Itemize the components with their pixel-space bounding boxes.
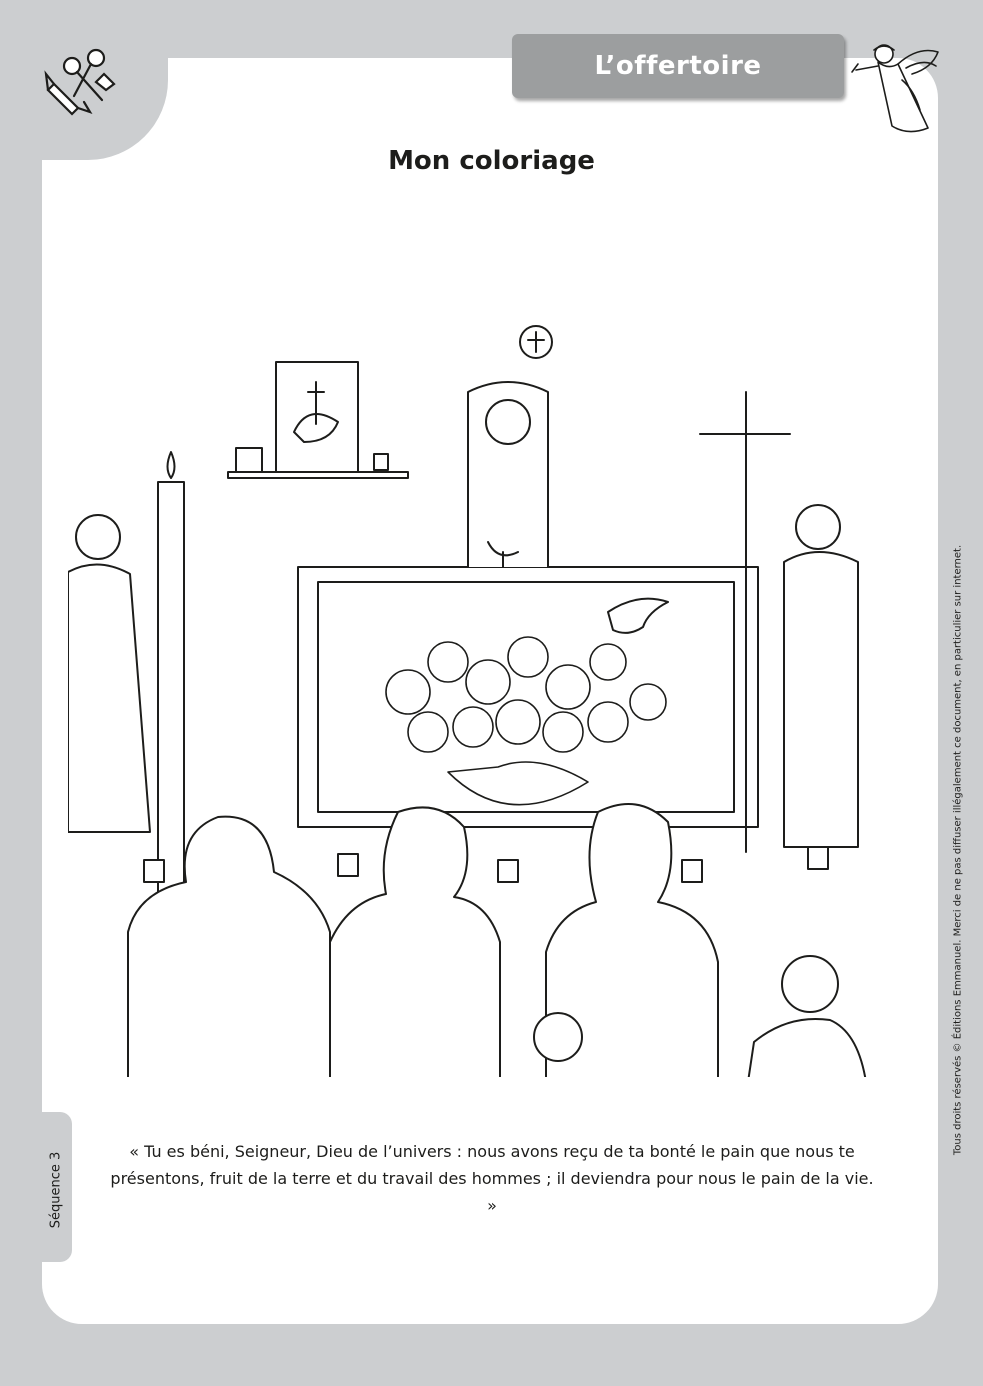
page-title: Mon coloriage xyxy=(388,146,595,176)
corner-badge xyxy=(0,0,168,160)
prayer-caption: « Tu es béni, Seigneur, Dieu de l’univers : nous avons reçu de ta bonté le pain que nous te présentons, fruit de la terre et du travail des hommes ; il deviendra pour nous le pain de la vie. » xyxy=(110,1142,874,1215)
coloring-page-illustration xyxy=(68,312,918,1077)
copyright-notice: Tous droits réservés © Éditions Emmanuel. Merci de ne pas diffuser illégalement ce document, en particulier sur internet. xyxy=(952,544,964,1156)
scissors-pencil-icon xyxy=(44,44,120,120)
angel-icon xyxy=(848,40,944,140)
sequence-label: Séquence 3 xyxy=(48,1151,64,1229)
section-tab xyxy=(512,34,844,98)
section-title: L’offertoire xyxy=(594,51,762,81)
